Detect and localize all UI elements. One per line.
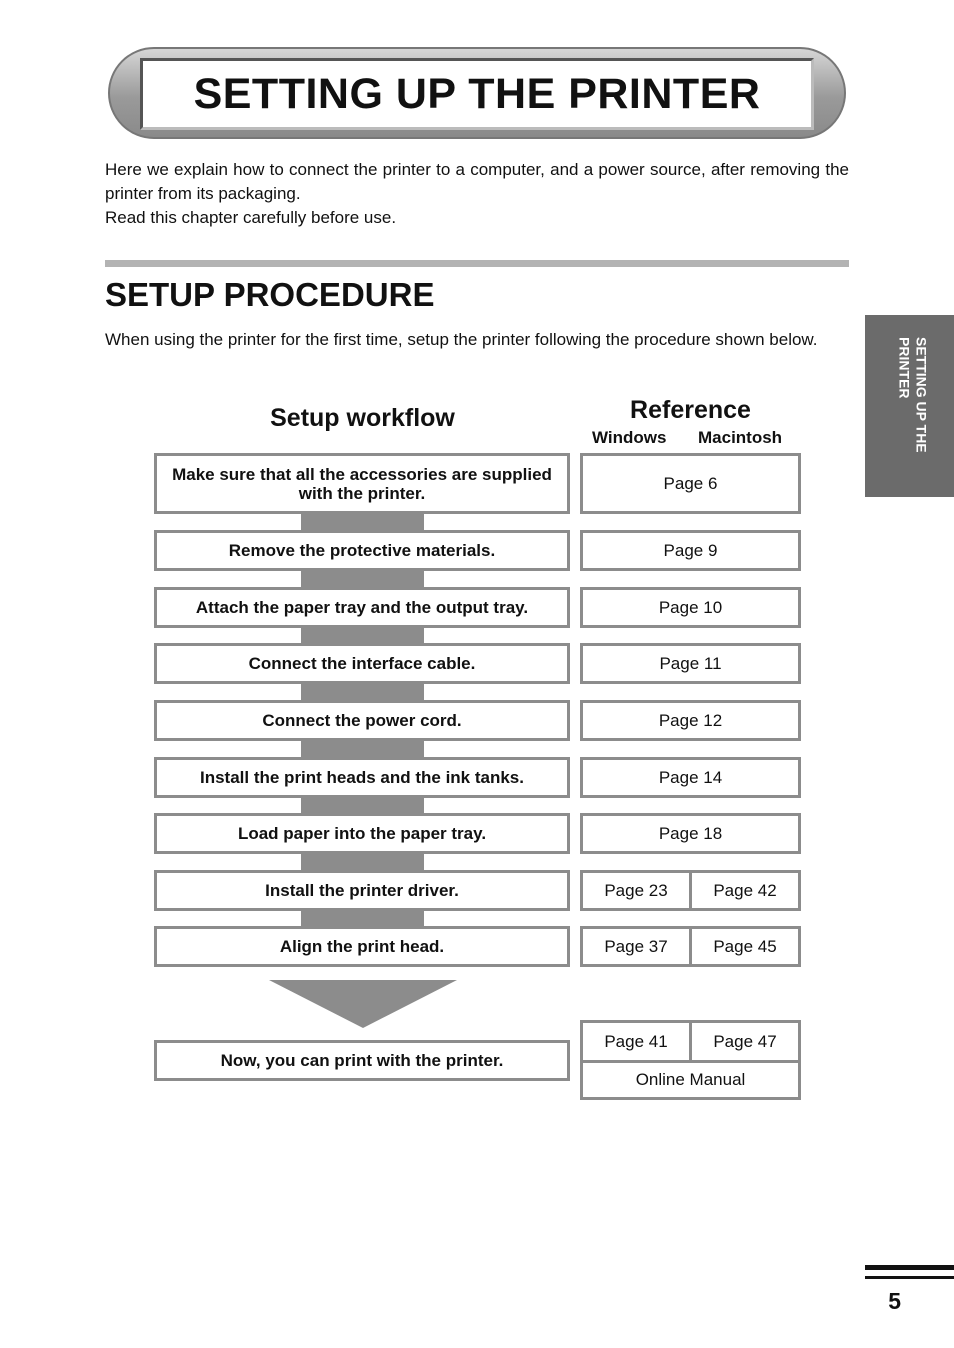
reference-online-manual: Online Manual <box>635 1070 746 1089</box>
reference-step-1 <box>580 453 801 514</box>
reference-step-8 <box>580 870 801 911</box>
workflow-step-4: Connect the interface cable. <box>154 643 570 684</box>
page-title: SETTING UP THE PRINTER <box>193 69 761 118</box>
windows-column-label: Windows <box>592 428 667 447</box>
reference-step-4 <box>580 643 801 684</box>
page-number-rule <box>865 1265 954 1270</box>
reference-page: Page 6 <box>663 473 718 493</box>
reference-page: Page 18 <box>658 823 723 843</box>
workflow-step-5: Connect the power cord. <box>154 700 570 741</box>
section-text: When using the printer for the first time, setup the printer following the procedure shown below. <box>105 330 818 349</box>
reference-step-7 <box>580 813 801 854</box>
intro-line-1: Here we explain how to connect the printer to a computer, and a power source, after removing the printer from its packaging. <box>105 160 849 203</box>
reference-step-5 <box>580 700 801 741</box>
reference-page-windows: Page 23 <box>604 880 668 900</box>
workflow-step-6: Install the print heads and the ink tanks. <box>154 757 570 798</box>
workflow-heading: Setup workflow <box>270 404 455 432</box>
workflow-step-3: Attach the paper tray and the output tray. <box>154 587 570 628</box>
reference-page: Page 9 <box>663 540 718 560</box>
reference-step-9 <box>580 926 801 967</box>
step-connector <box>301 569 424 589</box>
chapter-side-tab-label: SETTING UP THE PRINTER <box>896 337 930 453</box>
step-connector <box>301 682 424 702</box>
step-connector <box>301 512 424 532</box>
reference-page: Page 10 <box>658 597 723 617</box>
reference-page-macintosh: Page 47 <box>689 1023 798 1060</box>
intro-text <box>105 158 849 230</box>
section-divider <box>105 260 849 267</box>
reference-final <box>580 1020 801 1100</box>
reference-heading: Reference <box>630 396 751 424</box>
workflow-step-1: Make sure that all the accessories are supplied with the printer. <box>154 453 570 514</box>
reference-page-windows: Page 37 <box>604 936 668 956</box>
reference-step-3 <box>580 587 801 628</box>
workflow-step-9: Align the print head. <box>154 926 570 967</box>
reference-page-macintosh: Page 42 <box>689 873 798 908</box>
intro-line-2: Read this chapter carefully before use. <box>105 208 397 227</box>
reference-page-windows: Page 41 <box>604 1031 668 1051</box>
page-number-rule <box>865 1276 954 1279</box>
workflow-step-8: Install the printer driver. <box>154 870 570 911</box>
step-connector <box>301 739 424 759</box>
workflow-step-7: Load paper into the paper tray. <box>154 813 570 854</box>
reference-step-2 <box>580 530 801 571</box>
section-title: SETUP PROCEDURE <box>105 276 435 313</box>
reference-page: Page 14 <box>658 767 723 787</box>
macintosh-column-label: Macintosh <box>698 428 783 447</box>
reference-page: Page 12 <box>658 710 723 730</box>
down-arrow-icon <box>269 980 457 1030</box>
chapter-side-tab <box>865 315 954 497</box>
reference-page-macintosh: Page 45 <box>689 929 798 964</box>
page-number: 5 <box>888 1288 901 1314</box>
reference-page: Page 11 <box>659 653 722 673</box>
workflow-final-step: Now, you can print with the printer. <box>154 1040 570 1081</box>
step-connector <box>301 852 424 872</box>
reference-step-6 <box>580 757 801 798</box>
workflow-step-2: Remove the protective materials. <box>154 530 570 571</box>
title-box <box>140 58 814 130</box>
